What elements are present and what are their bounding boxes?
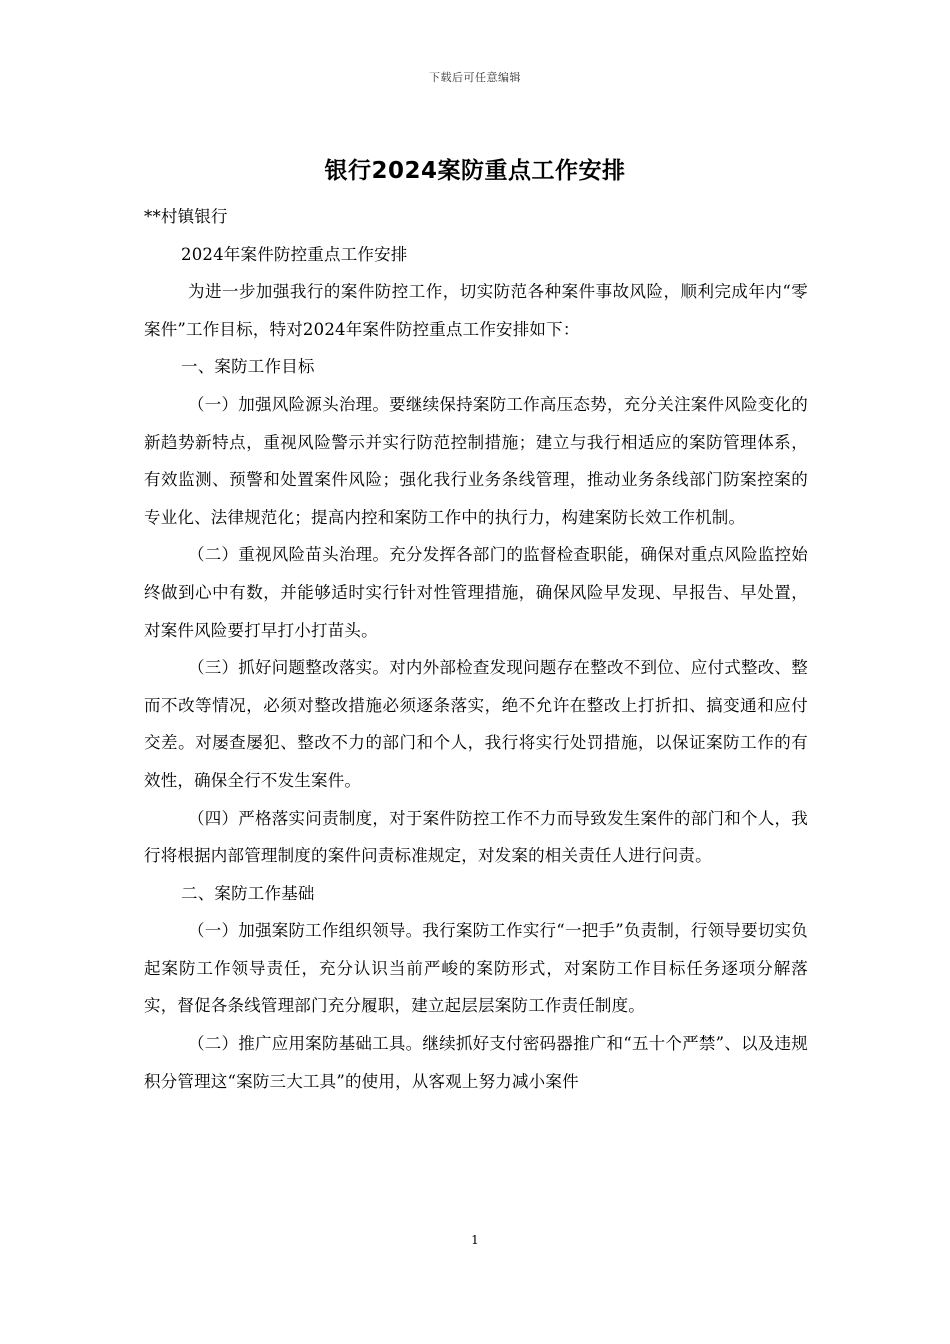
document-title: 银行2024案防重点工作安排 — [324, 158, 626, 184]
paragraph-1-3: （三）抓好问题整改落实。对内外部检查发现问题存在整改不到位、应付式整改、整而不改等情况，必须对整改措施必须逐条落实，绝不允许在整改上打折扣、搞变通和应付交差。对屡查屡犯、整改不力的部门和个人，我行将实行处罚措施，以保证案防工作的有效性，确保全行不发生案件。 — [144, 658, 808, 790]
intro-paragraph: 为进一步加强我行的案件防控工作，切实防范各种案件事故风险，顺利完成年内“零案件”工作目标，特对2024年案件防控重点工作安排如下： — [144, 282, 808, 339]
document-body — [144, 198, 808, 1100]
paragraph-2-1: （一）加强案防工作组织领导。我行案防工作实行“一把手”负责制，行领导要切实负起案防工作领导责任，充分认识当前严峻的案防形式，对案防工作目标任务逐项分解落实，督促各条线管理部门充分履职，建立起层层案防工作责任制度。 — [144, 921, 808, 1016]
paragraph-1-4: （四）严格落实问责制度，对于案件防控工作不力而导致发生案件的部门和个人，我行将根据内部管理制度的案件问责标准规定，对发案的相关责任人进行问责。 — [144, 808, 808, 866]
paragraph-1-1: （一）加强风险源头治理。要继续保持案防工作高压态势，充分关注案件风险变化的新趋势新特点，重视风险警示并实行防范控制措施；建立与我行相适应的案防管理体系，有效监测、预警和处置案件风险；强化我行业务条线管理，推动业务条线部门防案控案的专业化、法律规范化；提高内控和案防工作中的执行力，构建案防长效工作机制。 — [144, 394, 808, 527]
paragraph-2-2: （二）推广应用案防基础工具。继续抓好支付密码器推广和“五十个严禁”、以及违规积分管理这“案防三大工具”的使用，从客观上努力减小案件 — [144, 1034, 808, 1091]
bank-name: **村镇银行 — [144, 207, 228, 226]
page-number: 1 — [471, 1233, 479, 1247]
subtitle-line: 2024年案件防控重点工作安排 — [181, 244, 408, 264]
section-heading-2: 二、案防工作基础 — [181, 883, 315, 903]
header-note: 下载后可任意编辑 — [429, 71, 521, 84]
section-heading-1: 一、案防工作目标 — [181, 357, 315, 377]
paragraph-1-2: （二）重视风险苗头治理。充分发挥各部门的监督检查职能，确保对重点风险监控始终做到心中有数，并能够适时实行针对性管理措施，确保风险早发现、早报告、早处置，对案件风险要打早打小打苗头。 — [144, 545, 808, 640]
